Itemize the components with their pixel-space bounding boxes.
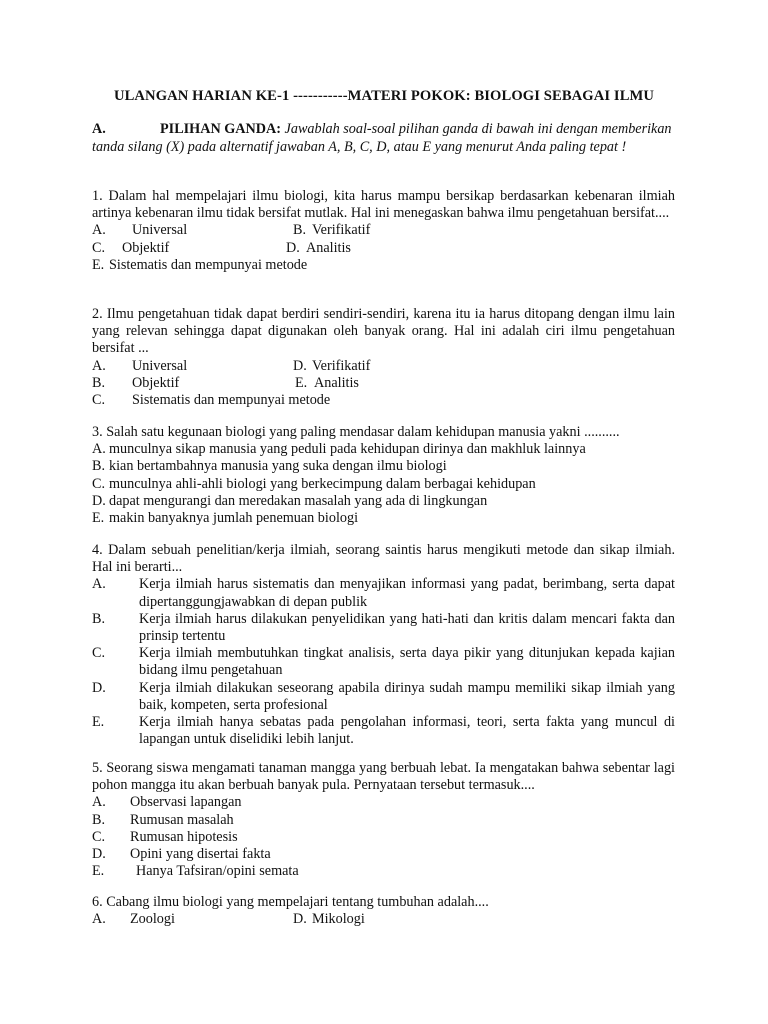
option-letter: B. [92,374,106,391]
option-text: Rumusan hipotesis [130,828,238,845]
option-row [92,240,675,257]
question-stem: 1. Dalam hal mempelajari ilmu biologi, kita harus mampu bersikap berdasarkan kebenaran ilmiah artinya kebenaran ilmu tidak bersifat mutlak. Hal ini menegaskan bahwa ilmu pengetahuan bersifat.... [92,188,675,222]
option-letter: D. [92,492,106,509]
option-text: Kerja ilmiah dilakukan seseorang apabila dirinya sudah mampu memiliki sikap ilmiah yang baik, kompeten, serta profesional [139,679,675,713]
option-letter: A. [92,222,106,239]
option-text: makin banyaknya jumlah penemuan biologi [109,509,359,526]
question-stem: 3. Salah satu kegunaan biologi yang paling mendasar dalam kehidupan manusia yakni .......... [92,424,620,440]
option-text: Zoologi [130,911,175,928]
option-letter: C. [92,475,106,492]
option-row [92,257,675,274]
option-text: Kerja ilmiah harus dilakukan penyelidikan yang hati-hati dan kritis dalam mencari fakta dan prinsip tertentu [139,610,675,645]
option-text: Universal [132,357,188,374]
option-row [92,911,675,928]
option-text: Rumusan masalah [130,811,234,828]
option-row [92,794,675,811]
option-text: Universal [132,222,188,239]
option-text: Sistematis dan mempunyai metode [132,391,331,408]
option-letter: E. [295,374,308,391]
section-heading: PILIHAN GANDA: [160,121,281,137]
question-stem: 2. Ilmu pengetahuan tidak dapat berdiri sendiri-sendiri, karena itu ia harus ditopang dengan ilmu lain yang relevan sehingga dapat digunakan oleh banyak orang. Hal ini adalah ciri ilmu pengetahuan bersifat ... [92,306,675,357]
option-letter: D. [92,679,106,696]
option-row [92,358,675,375]
option-letter: C. [92,391,106,408]
option-row [92,576,675,610]
option-letter: A. [92,576,106,593]
option-row [92,458,675,475]
option-text: Sistematis dan mempunyai metode [109,256,308,273]
option-text: munculnya ahli-ahli biologi yang berkecimpung dalam berbagai kehidupan [109,475,536,492]
option-letter: E. [92,509,105,526]
option-letter: A. [92,794,106,811]
option-letter: D. [286,239,300,256]
option-letter: E. [92,863,105,880]
option-letter: B. [293,222,307,239]
option-text: dapat mengurangi dan meredakan masalah yang ada di lingkungan [109,492,488,509]
question-stem: 6. Cabang ilmu biologi yang mempelajari tentang tumbuhan adalah.... [92,894,489,910]
page-title: ULANGAN HARIAN KE-1 -----------MATERI POKOK: BIOLOGI SEBAGAI ILMU [113,88,655,104]
instructions-text: Jawablah soal-soal pilihan ganda di bawah ini dengan memberikan tanda silang (X) pada alternatif jawaban A, B, C, D, atau E yang menurut Anda paling tepat ! [92,121,672,155]
option-row [92,846,675,863]
option-row [92,222,675,239]
option-letter: D. [293,357,307,374]
question-3 [92,424,675,527]
question-2 [92,306,675,409]
option-row [92,829,675,846]
option-letter: B. [92,610,106,627]
question-stem: 4. Dalam sebuah penelitian/kerja ilmiah, seorang saintis harus mengikuti metode dan sikap ilmiah. Hal ini berarti... [92,542,675,576]
option-text: Verifikatif [312,222,371,239]
option-letter: C. [92,239,106,256]
option-text: Observasi lapangan [130,794,242,811]
option-text: kian bertambahnya manusia yang suka dengan ilmu biologi [109,458,447,475]
option-row [92,476,675,493]
option-row [92,812,675,829]
option-row [92,441,675,458]
option-letter: E. [92,714,105,731]
option-row [92,863,675,880]
option-row [92,645,675,679]
option-letter: A. [92,441,106,458]
option-row [92,510,675,527]
instructions [92,120,675,156]
option-letter: C. [92,645,106,662]
option-letter: C. [92,828,106,845]
option-text: Kerja ilmiah membutuhkan tingkat analisis, serta daya pikir yang ditunjukan kepada kajian bidang ilmu pengetahuan [139,645,675,679]
option-row [92,375,675,392]
question-4 [92,542,675,748]
option-letter: B. [92,811,106,828]
option-text: Objektif [122,239,170,256]
option-letter: D. [293,911,307,928]
question-6 [92,894,675,928]
option-text: Mikologi [312,911,365,928]
option-text: Objektif [132,374,180,391]
option-letter: A. [92,357,106,374]
option-letter: E. [92,256,105,273]
option-text: Opini yang disertai fakta [130,845,271,862]
option-row [92,611,675,645]
question-5 [92,760,675,880]
option-text: Analitis [306,239,351,256]
option-text: Analitis [314,374,359,391]
option-letter: D. [92,845,106,862]
section-label: A. [92,121,106,137]
option-text: Kerja ilmiah harus sistematis dan menyajikan informasi yang padat, berimbang, serta dapat dipertanggungjawabkan di depan publik [139,576,675,610]
option-text: Verifikatif [312,357,371,374]
option-letter: A. [92,911,106,928]
option-text: Hanya Tafsiran/opini semata [136,863,299,880]
option-row [92,680,675,714]
question-stem: 5. Seorang siswa mengamati tanaman mangga yang berbuah lebat. Ia mengatakan bahwa sebentar lagi pohon mangga itu akan berbuah banyak pula. Pernyataan tersebut termasuk.... [92,760,675,794]
option-text: munculnya sikap manusia yang peduli pada kehidupan dirinya dan makhluk lainnya [109,441,586,458]
option-text: Kerja ilmiah hanya sebatas pada pengolahan informasi, teori, serta fakta yang muncul di lapangan untuk diselidiki lebih lanjut. [139,714,675,748]
option-letter: B. [92,458,106,475]
question-1 [92,188,675,274]
option-row [92,392,675,409]
option-row [92,493,675,510]
option-row [92,714,675,748]
